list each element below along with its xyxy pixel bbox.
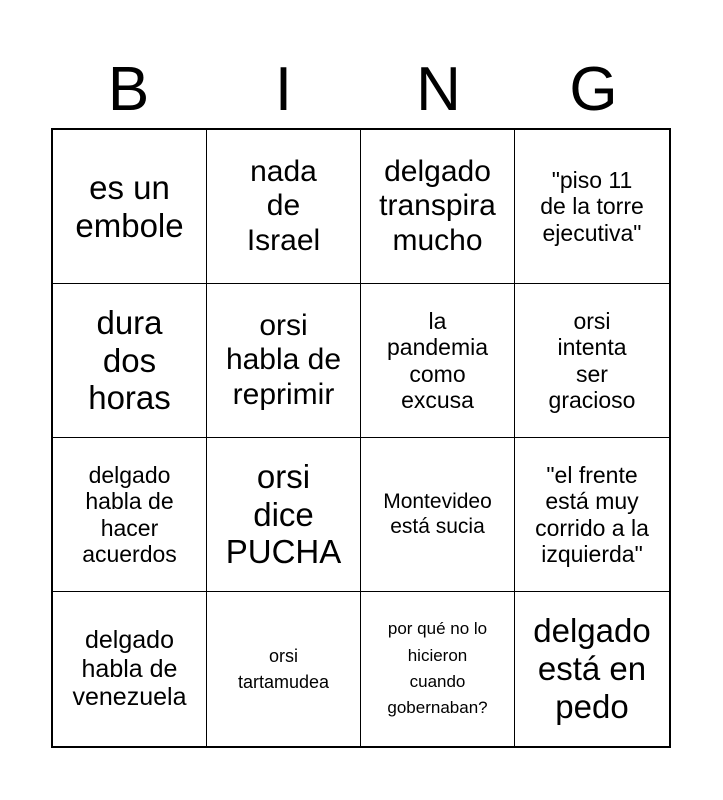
- bingo-cell-r4c4[interactable]: [515, 592, 669, 746]
- bingo-cell-r4c2[interactable]: [207, 592, 361, 746]
- cell-text: dura dos horas: [88, 303, 171, 417]
- cell-text: Montevideo está sucia: [383, 490, 492, 538]
- cell-text: delgado está en pedo: [533, 612, 651, 725]
- bingo-cell-r2c4[interactable]: [515, 284, 669, 438]
- bingo-cell-r3c3[interactable]: [361, 438, 515, 592]
- bingo-cell-r1c1[interactable]: [53, 130, 207, 284]
- cell-text: "el frente está muy corrido a la izquierda": [535, 461, 649, 567]
- bingo-cell-r1c2[interactable]: [207, 130, 361, 284]
- cell-text: orsi dice PUCHA: [225, 457, 342, 571]
- cell-text: es un embole: [75, 168, 184, 244]
- header-letter-n: N: [416, 55, 461, 124]
- bingo-cell-r3c2[interactable]: [207, 438, 361, 592]
- header-letter-b: B: [107, 55, 150, 124]
- bingo-cell-r2c1[interactable]: [53, 284, 207, 438]
- cell-text: orsi intenta ser gracioso: [548, 307, 636, 413]
- bingo-cell-r1c4[interactable]: [515, 130, 669, 284]
- cell-text: delgado habla de hacer acuerdos: [82, 461, 177, 567]
- cell-text: delgado habla de venezuela: [72, 625, 187, 712]
- cell-text: por qué no lo hicieron cuando gobernaban?: [387, 619, 488, 718]
- bingo-header: [51, 52, 671, 128]
- bingo-cell-r3c1[interactable]: [53, 438, 207, 592]
- cell-text: delgado transpira mucho: [379, 154, 496, 257]
- cell-text: nada de Israel: [246, 154, 321, 257]
- cell-text: orsi habla de reprimir: [225, 308, 342, 411]
- bingo-board: [51, 128, 671, 748]
- cell-text: "piso 11 de la torre ejecutiva": [540, 166, 644, 246]
- header-letter-i: I: [274, 55, 293, 124]
- cell-text: orsi tartamudea: [237, 645, 330, 692]
- bingo-cell-r2c3[interactable]: [361, 284, 515, 438]
- bingo-cell-r1c3[interactable]: [361, 130, 515, 284]
- header-letter-g: G: [569, 55, 618, 124]
- bingo-cell-r2c2[interactable]: [207, 284, 361, 438]
- bingo-cell-r4c3[interactable]: [361, 592, 515, 746]
- bingo-cell-r3c4[interactable]: [515, 438, 669, 592]
- bingo-cell-r4c1[interactable]: [53, 592, 207, 746]
- cell-text: la pandemia como excusa: [386, 307, 489, 413]
